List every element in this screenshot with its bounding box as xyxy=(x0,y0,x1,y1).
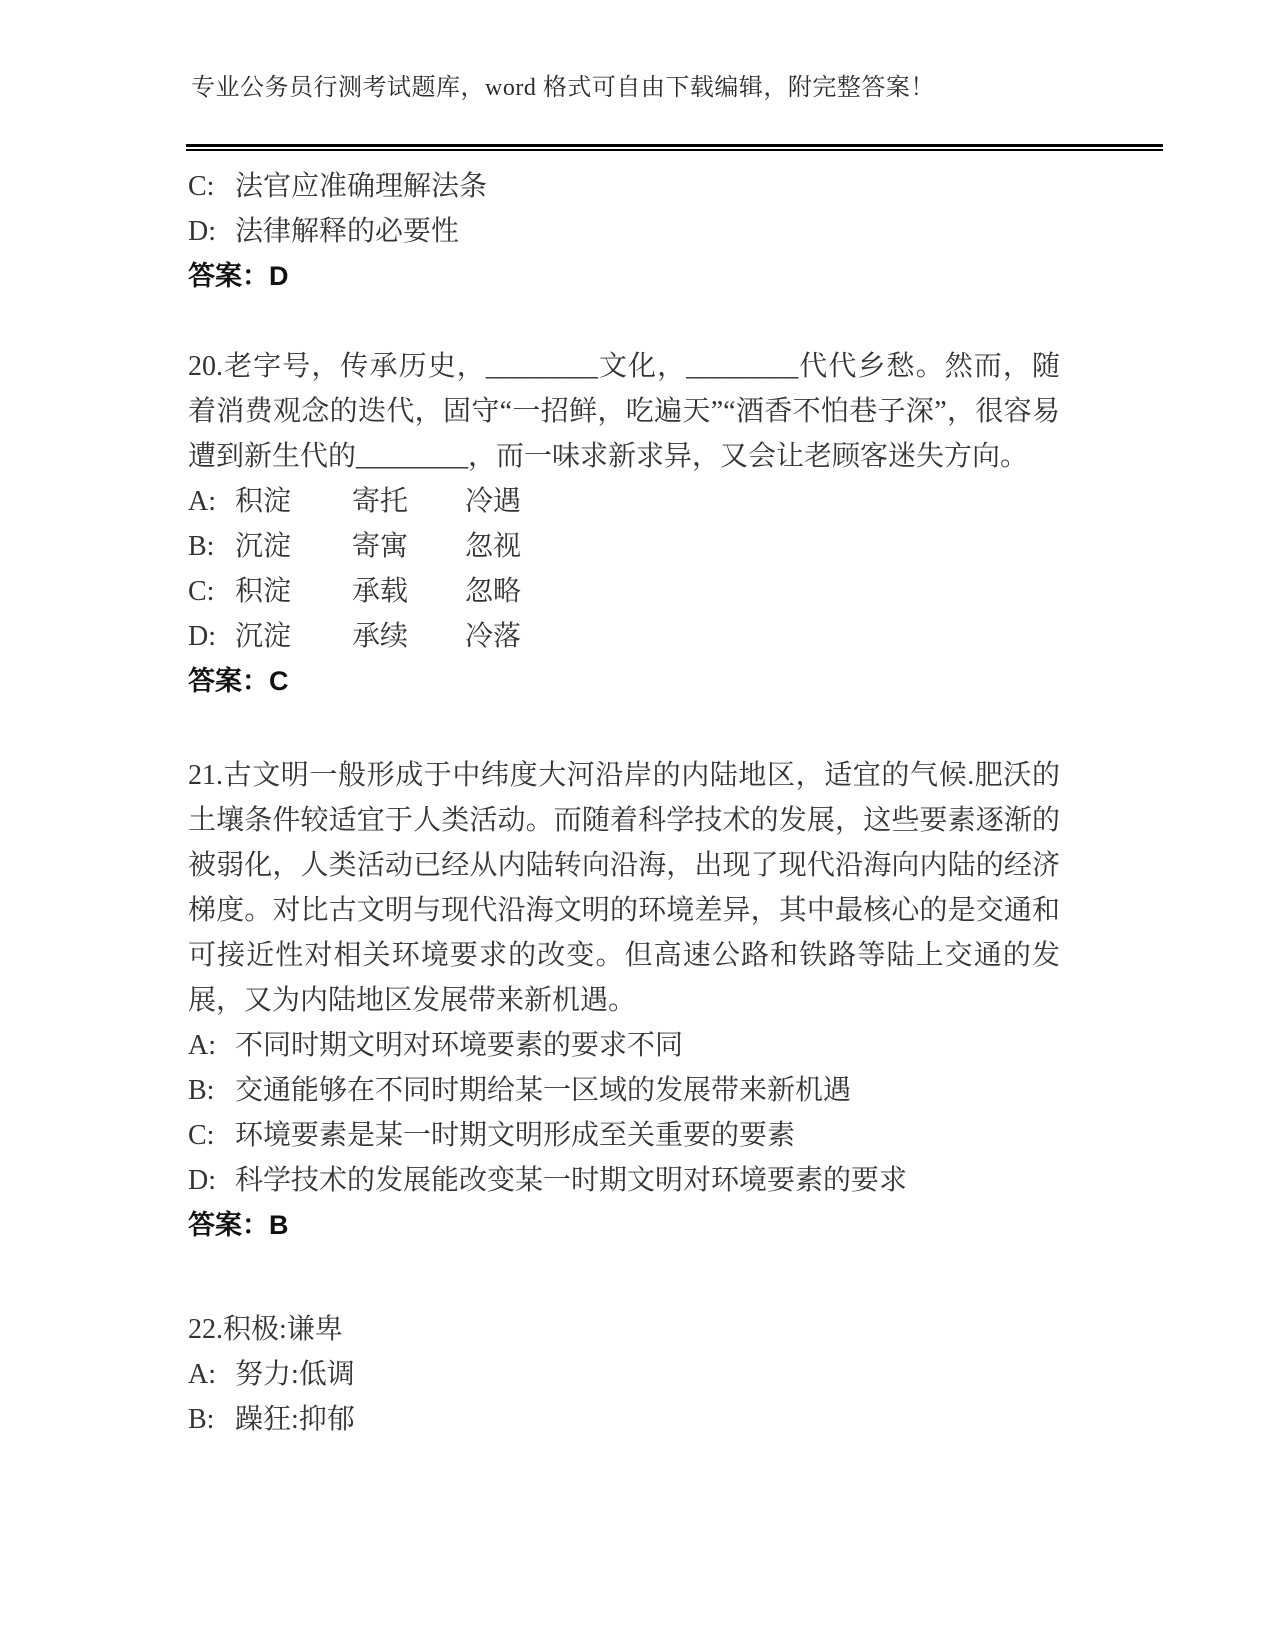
option-word: 沉淀 xyxy=(235,531,292,562)
option-letter: C: xyxy=(188,1120,215,1151)
option-text: 法官应准确理解法条 xyxy=(235,171,488,202)
answer-label: 答案： xyxy=(188,666,269,696)
option-row-q21-b xyxy=(188,1068,1060,1113)
option-row-q20-d xyxy=(188,614,1060,659)
option-letter: A: xyxy=(188,1030,216,1061)
option-word: 积淀 xyxy=(235,486,292,517)
question-stem-q21: 21.古文明一般形成于中纬度大河沿岸的内陆地区，适宜的气候.肥沃的土壤条件较适宜于人类活动。而随着科学技术的发展，这些要素逐渐的被弱化，人类活动已经从内陆转向沿海，出现了现代沿海向内陆的经济梯度。对比古文明与现代沿海文明的环境差异，其中最核心的是交通和可接近性对相关环境要求的改变。但高速公路和铁路等陆上交通的发展，又为内陆地区发展带来新机遇。 xyxy=(188,760,1060,1016)
option-text: 不同时期文明对环境要素的要求不同 xyxy=(235,1030,684,1061)
option-letter: B: xyxy=(188,1075,215,1106)
option-row-q21-d xyxy=(188,1158,1060,1203)
option-letter: A: xyxy=(188,486,216,517)
option-text: 躁狂:抑郁 xyxy=(235,1404,355,1435)
answer-value: B xyxy=(269,1210,289,1240)
option-word: 冷遇 xyxy=(465,486,522,517)
document-body xyxy=(188,164,1060,1442)
divider-thick-line xyxy=(186,144,1163,147)
option-row-q19-d xyxy=(188,209,1060,254)
header-divider xyxy=(186,144,1163,151)
option-word: 承续 xyxy=(352,621,409,652)
divider-thin-line xyxy=(186,149,1163,151)
option-row-q22-b xyxy=(188,1397,1060,1442)
option-text: 环境要素是某一时期文明形成至关重要的要素 xyxy=(235,1120,796,1151)
option-word: 承载 xyxy=(352,576,409,607)
answer-row-q19 xyxy=(188,254,1060,299)
option-letter: D: xyxy=(188,621,216,652)
option-row-q20-a xyxy=(188,479,1060,524)
option-text: 交通能够在不同时期给某一区域的发展带来新机遇 xyxy=(235,1075,852,1106)
option-letter: A: xyxy=(188,1359,216,1390)
option-letter: B: xyxy=(188,531,215,562)
option-row-q20-c xyxy=(188,569,1060,614)
option-letter: C: xyxy=(188,576,215,607)
answer-label: 答案： xyxy=(188,261,269,291)
option-word: 寄寓 xyxy=(352,531,409,562)
option-word: 积淀 xyxy=(235,576,292,607)
option-row-q19-c xyxy=(188,164,1060,209)
option-word: 冷落 xyxy=(465,621,522,652)
answer-label: 答案： xyxy=(188,1210,269,1240)
option-text: 法律解释的必要性 xyxy=(235,216,460,247)
option-row-q21-c xyxy=(188,1113,1060,1158)
option-row-q20-b xyxy=(188,524,1060,569)
option-row-q22-a xyxy=(188,1352,1060,1397)
answer-row-q21 xyxy=(188,1203,1060,1248)
option-word: 沉淀 xyxy=(235,621,292,652)
answer-value: D xyxy=(269,261,289,291)
option-word: 忽视 xyxy=(465,531,522,562)
option-text: 科学技术的发展能改变某一时期文明对环境要素的要求 xyxy=(235,1165,908,1196)
option-letter: D: xyxy=(188,1165,216,1196)
answer-row-q20 xyxy=(188,659,1060,704)
option-row-q21-a xyxy=(188,1023,1060,1068)
option-word: 寄托 xyxy=(352,486,409,517)
header-notice: 专业公务员行测考试题库，word 格式可自由下载编辑，附完整答案！ xyxy=(191,75,935,101)
option-text: 努力:低调 xyxy=(235,1359,355,1390)
answer-value: C xyxy=(269,666,289,696)
option-letter: C: xyxy=(188,171,215,202)
question-stem-q20: 20.老字号，传承历史，________文化，________代代乡愁。然而，随着消费观念的迭代，固守“一招鲜，吃遍天”“酒香不怕巷子深”，很容易遭到新生代的________，而一味求新求异，又会让老顾客迷失方向。 xyxy=(188,351,1060,472)
question-stem-q22: 22.积极:谦卑 xyxy=(188,1314,343,1345)
option-letter: B: xyxy=(188,1404,215,1435)
option-letter: D: xyxy=(188,216,216,247)
option-word: 忽略 xyxy=(465,576,522,607)
